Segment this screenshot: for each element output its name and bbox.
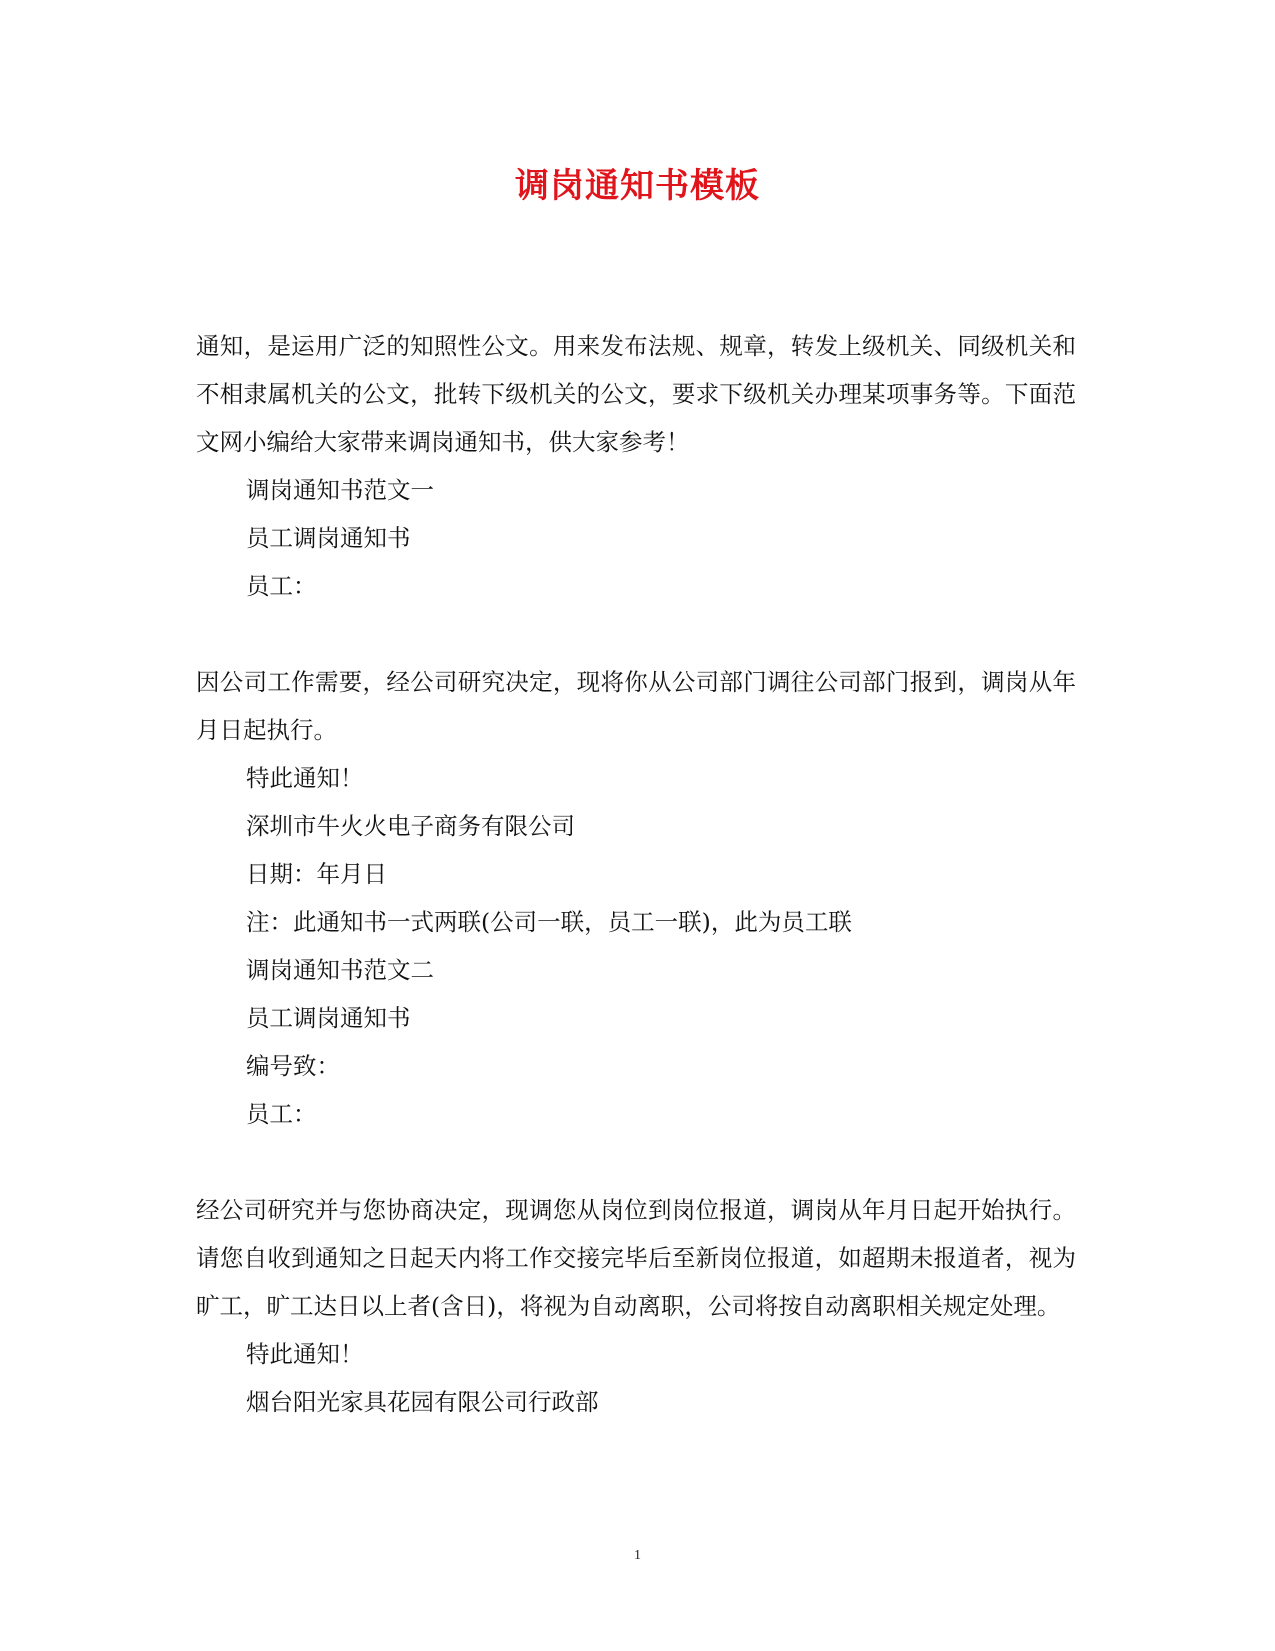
document-body [196,322,1076,1426]
intro-paragraph: 通知，是运用广泛的知照性公文。用来发布法规、规章，转发上级机关、同级机关和不相隶属机关的公文，批转下级机关的公文，要求下级机关办理某项事务等。下面范文网小编给大家带来调岗通知书，供大家参考！ [196,332,1076,456]
sample1-note: 注：此通知书一式两联(公司一联，员工一联)，此为员工联 [246,908,852,936]
sample2-employee-line: 员工： [246,1100,317,1128]
sample2-doc-title: 员工调岗通知书 [246,1004,411,1032]
sample2-company: 烟台阳光家具花园有限公司行政部 [246,1388,599,1416]
sample2-number-line: 编号致： [246,1052,340,1080]
page-number: 1 [634,1548,641,1563]
sample1-company: 深圳市牛火火电子商务有限公司 [246,812,575,840]
sample1-date: 日期：年月日 [246,860,387,888]
sample2-closing: 特此通知！ [246,1340,364,1368]
sample1-heading: 调岗通知书范文一 [246,476,434,504]
document-title: 调岗通知书模板 [515,166,760,206]
sample2-heading: 调岗通知书范文二 [246,956,434,984]
sample2-body: 经公司研究并与您协商决定，现调您从岗位到岗位报道，调岗从年月日起开始执行。请您自收到通知之日起天内将工作交接完毕后至新岗位报道，如超期未报道者，视为旷工，旷工达日以上者(含日)，将视为自动离职，公司将按自动离职相关规定处理。 [196,1196,1076,1320]
sample1-closing: 特此通知！ [246,764,364,792]
paragraph-gap [196,1138,1076,1186]
paragraph-gap [196,610,1076,658]
sample1-employee-line: 员工： [246,572,317,600]
sample1-body: 因公司工作需要，经公司研究决定，现将你从公司部门调往公司部门报到，调岗从年月日起执行。 [196,668,1076,744]
sample1-doc-title: 员工调岗通知书 [246,524,411,552]
